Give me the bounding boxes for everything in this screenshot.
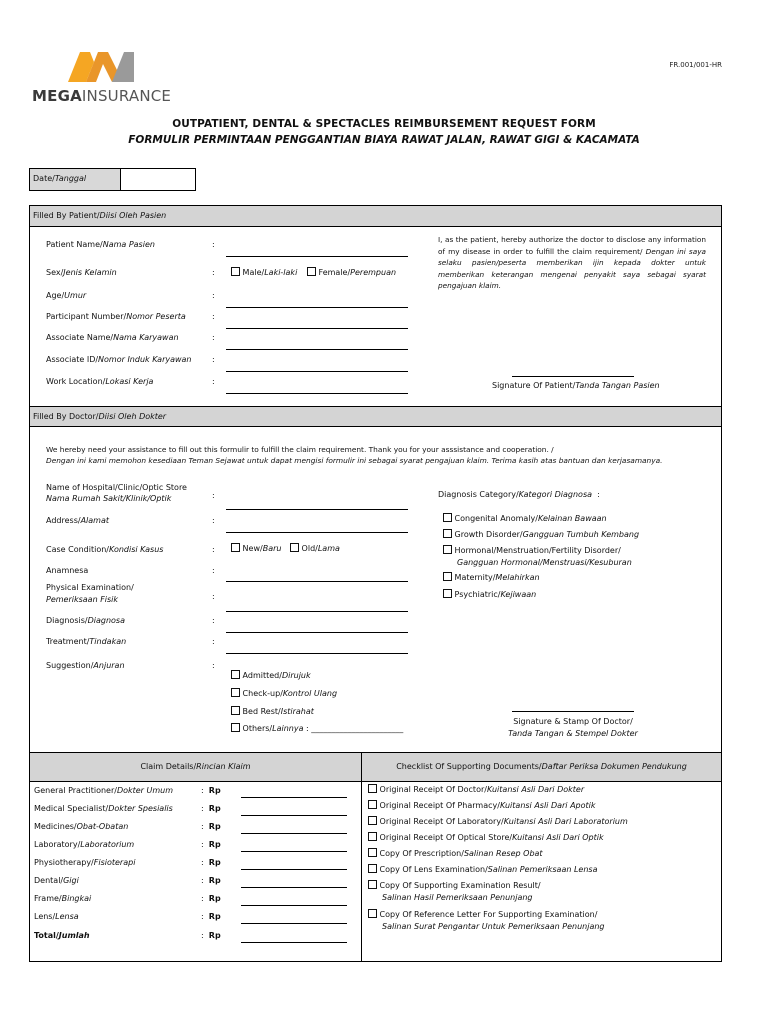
anamnesa-label: Anamnesa xyxy=(46,566,89,575)
category-hormonal-option[interactable]: Hormonal/Menstruation/Fertility Disorder/ xyxy=(443,545,621,555)
sex-female-option[interactable]: Female/Perempuan xyxy=(307,267,396,277)
admitted-checkbox[interactable] xyxy=(231,670,240,679)
hormonal-checkbox[interactable] xyxy=(443,545,452,554)
category-growth-option[interactable]: Growth Disorder/Gangguan Tumbuh Kembang xyxy=(443,529,639,539)
category-maternity-option[interactable]: Maternity/Melahirkan xyxy=(443,572,540,582)
case-condition-label: Case Condition/Kondisi Kasus xyxy=(46,545,164,554)
claim-amount-field[interactable] xyxy=(241,797,347,798)
checklist-checkbox[interactable] xyxy=(368,880,377,889)
age-field[interactable] xyxy=(226,307,408,308)
currency-label: : Rp xyxy=(201,894,221,903)
colon: : xyxy=(212,516,215,525)
claim-row-label: Physiotherapy/Fisioterapi xyxy=(34,858,136,867)
hospital-label: Name of Hospital/Clinic/Optic Store Nama Rumah Sakit/Klinik/Optik xyxy=(46,483,187,503)
checklist-checkbox[interactable] xyxy=(368,864,377,873)
currency-label: : Rp xyxy=(201,858,221,867)
doctor-intro-text xyxy=(46,444,706,466)
claim-amount-field[interactable] xyxy=(241,851,347,852)
category-hormonal-id: Gangguan Hormonal/Menstruasi/Kesuburan xyxy=(457,558,632,567)
suggestion-label: Suggestion/Anjuran xyxy=(46,661,125,670)
colon: : xyxy=(212,377,215,386)
form-title-id: FORMULIR PERMINTAAN PENGGANTIAN BIAYA RAWAT JALAN, RAWAT GIGI & KACAMATA xyxy=(128,134,640,146)
claim-row-label: Medicines/Obat-Obatan xyxy=(34,822,129,831)
bottom-header-bar xyxy=(30,752,721,782)
colon: : xyxy=(212,312,215,321)
doctor-signature-label: Signature & Stamp Of Doctor/ Tanda Tangan & Stempel Dokter xyxy=(508,717,638,738)
claim-amount-field[interactable] xyxy=(241,833,347,834)
patient-name-field[interactable] xyxy=(226,256,408,257)
maternity-checkbox[interactable] xyxy=(443,572,452,581)
anamnesa-field[interactable] xyxy=(226,581,408,582)
date-box xyxy=(29,168,196,191)
case-new-option[interactable]: New/Baru xyxy=(231,543,281,553)
checklist-item[interactable]: Copy Of Prescription/Salinan Resep Obat xyxy=(368,848,543,858)
address-field[interactable] xyxy=(226,532,408,533)
currency-label: : Rp xyxy=(201,931,221,940)
others-checkbox[interactable] xyxy=(231,723,240,732)
checklist-item[interactable]: Copy Of Reference Letter For Supporting Examination/ xyxy=(368,909,597,919)
psychiatric-checkbox[interactable] xyxy=(443,589,452,598)
form-title-en: OUTPATIENT, DENTAL & SPECTACLES REIMBURSEMENT REQUEST FORM xyxy=(172,118,596,130)
associate-id-field[interactable] xyxy=(226,371,408,372)
claim-total-field[interactable] xyxy=(241,942,347,943)
patient-signature-line[interactable] xyxy=(512,376,634,377)
checklist-header: Checklist Of Supporting Documents/Daftar Periksa Dokumen Pendukung xyxy=(362,753,721,781)
form-frame xyxy=(29,205,722,962)
colon: : xyxy=(212,491,215,500)
treatment-field[interactable] xyxy=(226,653,408,654)
diagnosis-category-label: Diagnosis Category/Kategori Diagnosa : xyxy=(438,490,600,499)
currency-label: : Rp xyxy=(201,786,221,795)
physical-exam-label: Physical Examination/ Pemeriksaan Fisik xyxy=(46,583,134,604)
checklist-item[interactable]: Copy Of Supporting Examination Result/ xyxy=(368,880,541,890)
suggestion-checkup-option[interactable]: Check-up/Kontrol Ulang xyxy=(231,688,337,698)
physical-exam-field[interactable] xyxy=(226,611,408,612)
old-checkbox[interactable] xyxy=(290,543,299,552)
colon: : xyxy=(212,592,215,601)
column-divider xyxy=(361,752,362,961)
checklist-item[interactable]: Original Receipt Of Optical Store/Kuitansi Asli Dari Optik xyxy=(368,832,604,842)
category-psychiatric-option[interactable]: Psychiatric/Kejiwaan xyxy=(443,589,536,599)
associate-name-field[interactable] xyxy=(226,349,408,350)
checklist-item[interactable]: Original Receipt Of Laboratory/Kuitansi Asli Dari Laboratorium xyxy=(368,816,628,826)
colon: : xyxy=(212,333,215,342)
growth-checkbox[interactable] xyxy=(443,529,452,538)
associate-name-label: Associate Name/Nama Karyawan xyxy=(46,333,179,342)
claim-row-label: Dental/Gigi xyxy=(34,876,79,885)
colon: : xyxy=(212,637,215,646)
claim-row-label: Medical Specialist/Dokter Spesialis xyxy=(34,804,173,813)
checklist-item-id: Salinan Hasil Pemeriksaan Penunjang xyxy=(382,893,533,902)
participant-number-label: Participant Number/Nomor Peserta xyxy=(46,312,186,321)
colon: : xyxy=(212,240,215,249)
form-code: FR.001/001-HR xyxy=(669,61,722,69)
doctor-section-bar: Filled By Doctor/Diisi Oleh Dokter xyxy=(30,406,721,427)
claim-row-label: Laboratory/Laboratorium xyxy=(34,840,135,849)
sex-label: Sex/Jenis Kelamin xyxy=(46,268,117,277)
date-input[interactable] xyxy=(122,169,195,190)
category-congenital-option[interactable]: Congenital Anomaly/Kelainan Bawaan xyxy=(443,513,607,523)
suggestion-bedrest-option[interactable]: Bed Rest/Istirahat xyxy=(231,706,314,716)
checklist-item[interactable]: Original Receipt Of Pharmacy/Kuitansi Asli Dari Apotik xyxy=(368,800,596,810)
address-label: Address/Alamat xyxy=(46,516,109,525)
currency-label: : Rp xyxy=(201,804,221,813)
checklist-checkbox[interactable] xyxy=(368,816,377,825)
logo-wordmark xyxy=(32,87,171,105)
suggestion-admitted-option[interactable]: Admitted/Dirujuk xyxy=(231,670,311,680)
colon: : xyxy=(212,661,215,670)
colon: : xyxy=(212,566,215,575)
female-checkbox[interactable] xyxy=(307,267,316,276)
doctor-signature-line[interactable] xyxy=(512,711,634,712)
currency-label: : Rp xyxy=(201,840,221,849)
claim-amount-field[interactable] xyxy=(241,815,347,816)
bedrest-checkbox[interactable] xyxy=(231,706,240,715)
age-label: Age/Umur xyxy=(46,291,87,300)
currency-label: : Rp xyxy=(201,876,221,885)
date-label: Date/Tanggal xyxy=(30,169,121,190)
doctor-intro-id: Dengan ini kami memohon kesediaan Teman Sejawat untuk dapat mengisi formulir ini sebagai syarat pengajuan klaim. Terima kasih atas bantuan dan kerjasamanya. xyxy=(46,456,663,465)
work-location-label: Work Location/Lokasi Kerja xyxy=(46,377,154,386)
congenital-checkbox[interactable] xyxy=(443,513,452,522)
checklist-item[interactable]: Original Receipt Of Doctor/Kuitansi Asli Dari Dokter xyxy=(368,784,584,794)
claim-total-label: Total/Jumlah xyxy=(34,931,90,940)
checklist-item[interactable]: Copy Of Lens Examination/Salinan Pemeriksaan Lensa xyxy=(368,864,598,874)
checklist-checkbox[interactable] xyxy=(368,848,377,857)
colon: : xyxy=(212,291,215,300)
colon: : xyxy=(212,355,215,364)
claim-row-label: General Practitioner/Dokter Umum xyxy=(34,786,174,795)
claim-details-header: Claim Details/Rincian Klaim xyxy=(140,762,251,771)
patient-section-bar: Filled By Patient/Diisi Oleh Pasien xyxy=(30,206,721,227)
currency-label: : Rp xyxy=(201,822,221,831)
work-location-field[interactable] xyxy=(226,393,408,394)
male-checkbox[interactable] xyxy=(231,267,240,276)
checklist-checkbox[interactable] xyxy=(368,832,377,841)
checkup-checkbox[interactable] xyxy=(231,688,240,697)
colon: : xyxy=(212,616,215,625)
suggestion-others-option[interactable]: Others/Lainnya : _______________________ xyxy=(231,723,403,733)
diagnosis-field[interactable] xyxy=(226,632,408,633)
case-old-option[interactable]: Old/Lama xyxy=(290,543,340,553)
claim-row-label: Frame/Bingkai xyxy=(34,894,92,903)
checklist-checkbox[interactable] xyxy=(368,909,377,918)
diagnosis-label: Diagnosis/Diagnosa xyxy=(46,616,125,625)
colon: : xyxy=(212,268,215,277)
patient-signature-label: Signature Of Patient/Tanda Tangan Pasien xyxy=(492,381,660,390)
claim-amount-field[interactable] xyxy=(241,905,347,906)
logo-mega-text: MEGA xyxy=(32,87,82,105)
patient-name-label: Patient Name/Nama Pasien xyxy=(46,240,155,249)
currency-label: : Rp xyxy=(201,912,221,921)
claim-amount-field[interactable] xyxy=(241,923,347,924)
sex-male-option[interactable]: Male/Laki-laki xyxy=(231,267,297,277)
colon: : xyxy=(212,545,215,554)
hospital-field[interactable] xyxy=(226,509,408,510)
logo-insurance-text: INSURANCE xyxy=(81,87,172,105)
associate-id-label: Associate ID/Nomor Induk Karyawan xyxy=(46,355,192,364)
doctor-intro-en: We hereby need your assistance to fill out this formulir to fulfill the claim requirement. Thank you for your asssistance and cooperation. / xyxy=(46,445,554,454)
claim-amount-field[interactable] xyxy=(241,887,347,888)
participant-number-field[interactable] xyxy=(226,328,408,329)
treatment-label: Treatment/Tindakan xyxy=(46,637,127,646)
new-checkbox[interactable] xyxy=(231,543,240,552)
claim-row-label: Lens/Lensa xyxy=(34,912,79,921)
checklist-checkbox[interactable] xyxy=(368,784,377,793)
claim-amount-field[interactable] xyxy=(241,869,347,870)
patient-consent-text: I, as the patient, hereby authorize the doctor to disclose any information of my disease in order to fulfill the claim requirement/ Dengan ini saya selaku pasien/peserta memberikan ijin kepada dokter untuk memberikan keterangan mengenai penyakit saya sebagai syarat pengajuan klaim. xyxy=(438,235,706,290)
checklist-checkbox[interactable] xyxy=(368,800,377,809)
checklist-item-id: Salinan Surat Pengantar Untuk Pemeriksaan Penunjang xyxy=(382,922,605,931)
